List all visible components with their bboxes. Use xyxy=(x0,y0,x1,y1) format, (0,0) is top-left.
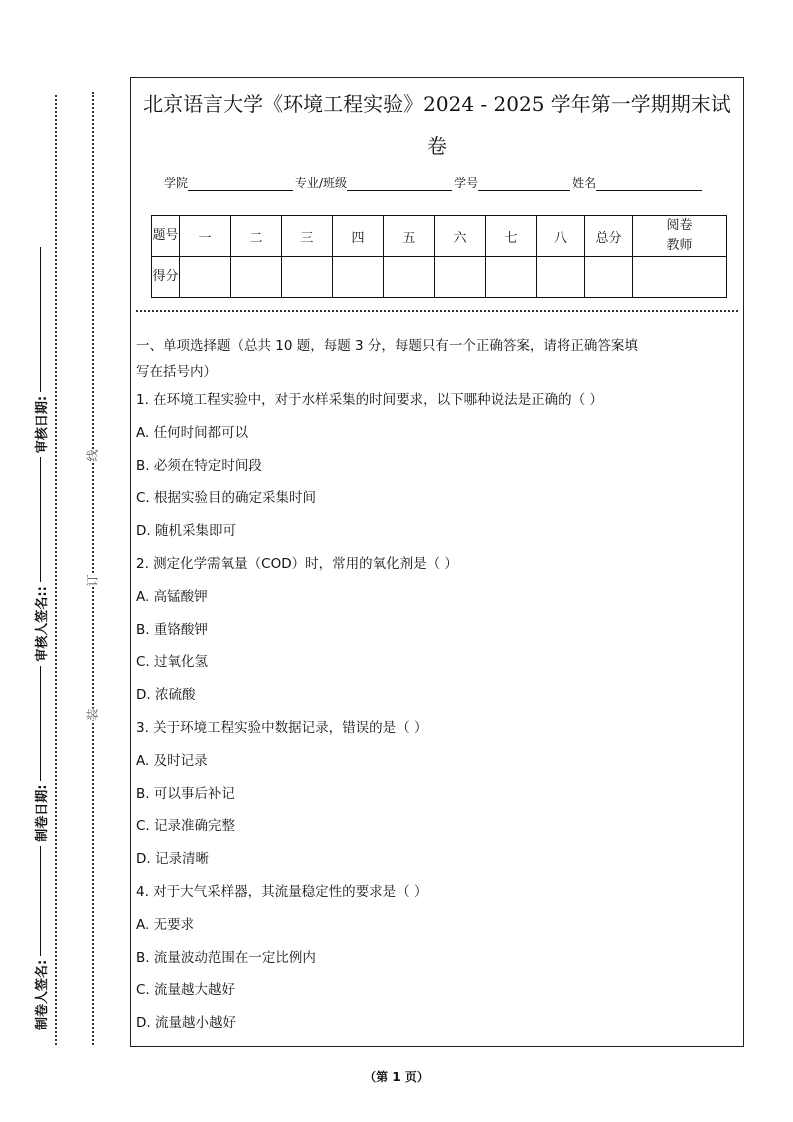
id-label: 学号 xyxy=(454,176,479,190)
maker-sign-label: 制卷人签名: xyxy=(34,959,50,1030)
header-cell: 三 xyxy=(282,216,333,257)
bind-mark-zhuang: 装 xyxy=(85,708,100,721)
answer-option[interactable]: A. 任何时间都可以 xyxy=(136,424,249,441)
review-date-line xyxy=(39,247,41,392)
score-cell[interactable] xyxy=(486,257,537,298)
header-cell: 八 xyxy=(537,216,585,257)
section-heading-cont: 写在括号内） xyxy=(136,364,217,380)
header-cell: 七 xyxy=(486,216,537,257)
dotted-line-outer xyxy=(55,95,57,1045)
make-date-line xyxy=(39,666,41,781)
answer-option[interactable]: C. 记录准确完整 xyxy=(136,818,236,835)
review-sign-label: 审核人签名:: xyxy=(34,586,50,662)
score-row-label: 得分 xyxy=(152,257,180,298)
bind-mark-ding: 订 xyxy=(85,574,100,587)
answer-option[interactable]: B. 必须在特定时间段 xyxy=(136,457,262,474)
score-cell[interactable] xyxy=(333,257,384,298)
score-table xyxy=(151,215,727,298)
score-cell[interactable] xyxy=(537,257,585,298)
id-field[interactable] xyxy=(478,178,570,191)
header-cell: 六 xyxy=(435,216,486,257)
make-date-label: 制卷日期: xyxy=(34,784,50,842)
header-cell: 二 xyxy=(231,216,282,257)
dotted-separator xyxy=(136,310,738,312)
answer-option[interactable]: B. 流量波动范围在一定比例内 xyxy=(136,949,316,966)
major-field[interactable] xyxy=(347,178,452,191)
page-number: （第 1 页） xyxy=(364,1070,429,1084)
score-cell[interactable] xyxy=(435,257,486,298)
college-label: 学院 xyxy=(164,176,189,190)
score-cell[interactable] xyxy=(633,257,727,298)
major-label: 专业/班级 xyxy=(295,176,348,190)
header-cell: 四 xyxy=(333,216,384,257)
name-field[interactable] xyxy=(596,178,702,191)
header-cell: 总分 xyxy=(585,216,633,257)
question-stem: 1. 在环境工程实验中，对于水样采集的时间要求，以下哪种说法是正确的（ ） xyxy=(136,392,603,408)
header-cell: 一 xyxy=(180,216,231,257)
exam-frame xyxy=(130,77,744,1047)
answer-option[interactable]: A. 无要求 xyxy=(136,916,195,933)
score-cell[interactable] xyxy=(282,257,333,298)
answer-option[interactable]: A. 高锰酸钾 xyxy=(136,588,208,605)
question-stem: 2. 测定化学需氧量（COD）时，常用的氧化剂是（ ） xyxy=(136,556,458,572)
answer-option[interactable]: D. 浓硫酸 xyxy=(136,687,196,704)
answer-option[interactable]: A. 及时记录 xyxy=(136,752,208,769)
section-heading: 一、单项选择题（总共 10 题，每题 3 分，每题只有一个正确答案，请将正确答案填 xyxy=(136,338,638,354)
answer-option[interactable]: B. 重铬酸钾 xyxy=(136,621,208,638)
answer-option[interactable]: D. 流量越小越好 xyxy=(136,1015,236,1032)
exam-title-cont: 卷 xyxy=(427,134,447,158)
student-info xyxy=(164,174,704,191)
header-cell: 阅卷教师 xyxy=(633,216,727,257)
dotted-line-inner xyxy=(92,92,94,1045)
answer-option[interactable]: C. 过氧化氢 xyxy=(136,654,209,671)
answer-option[interactable]: D. 随机采集即可 xyxy=(136,523,236,540)
header-cell: 题号 xyxy=(152,216,180,257)
score-table-header xyxy=(152,216,727,257)
score-cell[interactable] xyxy=(384,257,435,298)
review-date-label: 审核日期: xyxy=(34,395,50,454)
answer-option[interactable]: D. 记录清晰 xyxy=(136,851,209,868)
name-label: 姓名 xyxy=(572,176,597,190)
question-stem: 3. 关于环境工程实验中数据记录，错误的是（ ） xyxy=(136,720,428,736)
score-cell[interactable] xyxy=(231,257,282,298)
question-stem: 4. 对于大气采样器，其流量稳定性的要求是（ ） xyxy=(136,884,428,900)
answer-option[interactable]: C. 根据实验目的确定采集时间 xyxy=(136,490,317,507)
answer-option[interactable]: C. 流量越大越好 xyxy=(136,982,236,999)
exam-title: 北京语言大学《环境工程实验》2024 - 2025 学年第一学期期末试 xyxy=(143,92,731,116)
review-sign-line xyxy=(39,457,41,582)
score-cell[interactable] xyxy=(585,257,633,298)
header-cell: 五 xyxy=(384,216,435,257)
score-cell[interactable] xyxy=(180,257,231,298)
score-row xyxy=(152,257,727,298)
bind-mark-xian: 线 xyxy=(85,449,100,462)
answer-option[interactable]: B. 可以事后补记 xyxy=(136,785,235,802)
binding-signature-strip xyxy=(30,90,50,1050)
college-field[interactable] xyxy=(188,178,293,191)
maker-sign-line xyxy=(39,846,41,956)
